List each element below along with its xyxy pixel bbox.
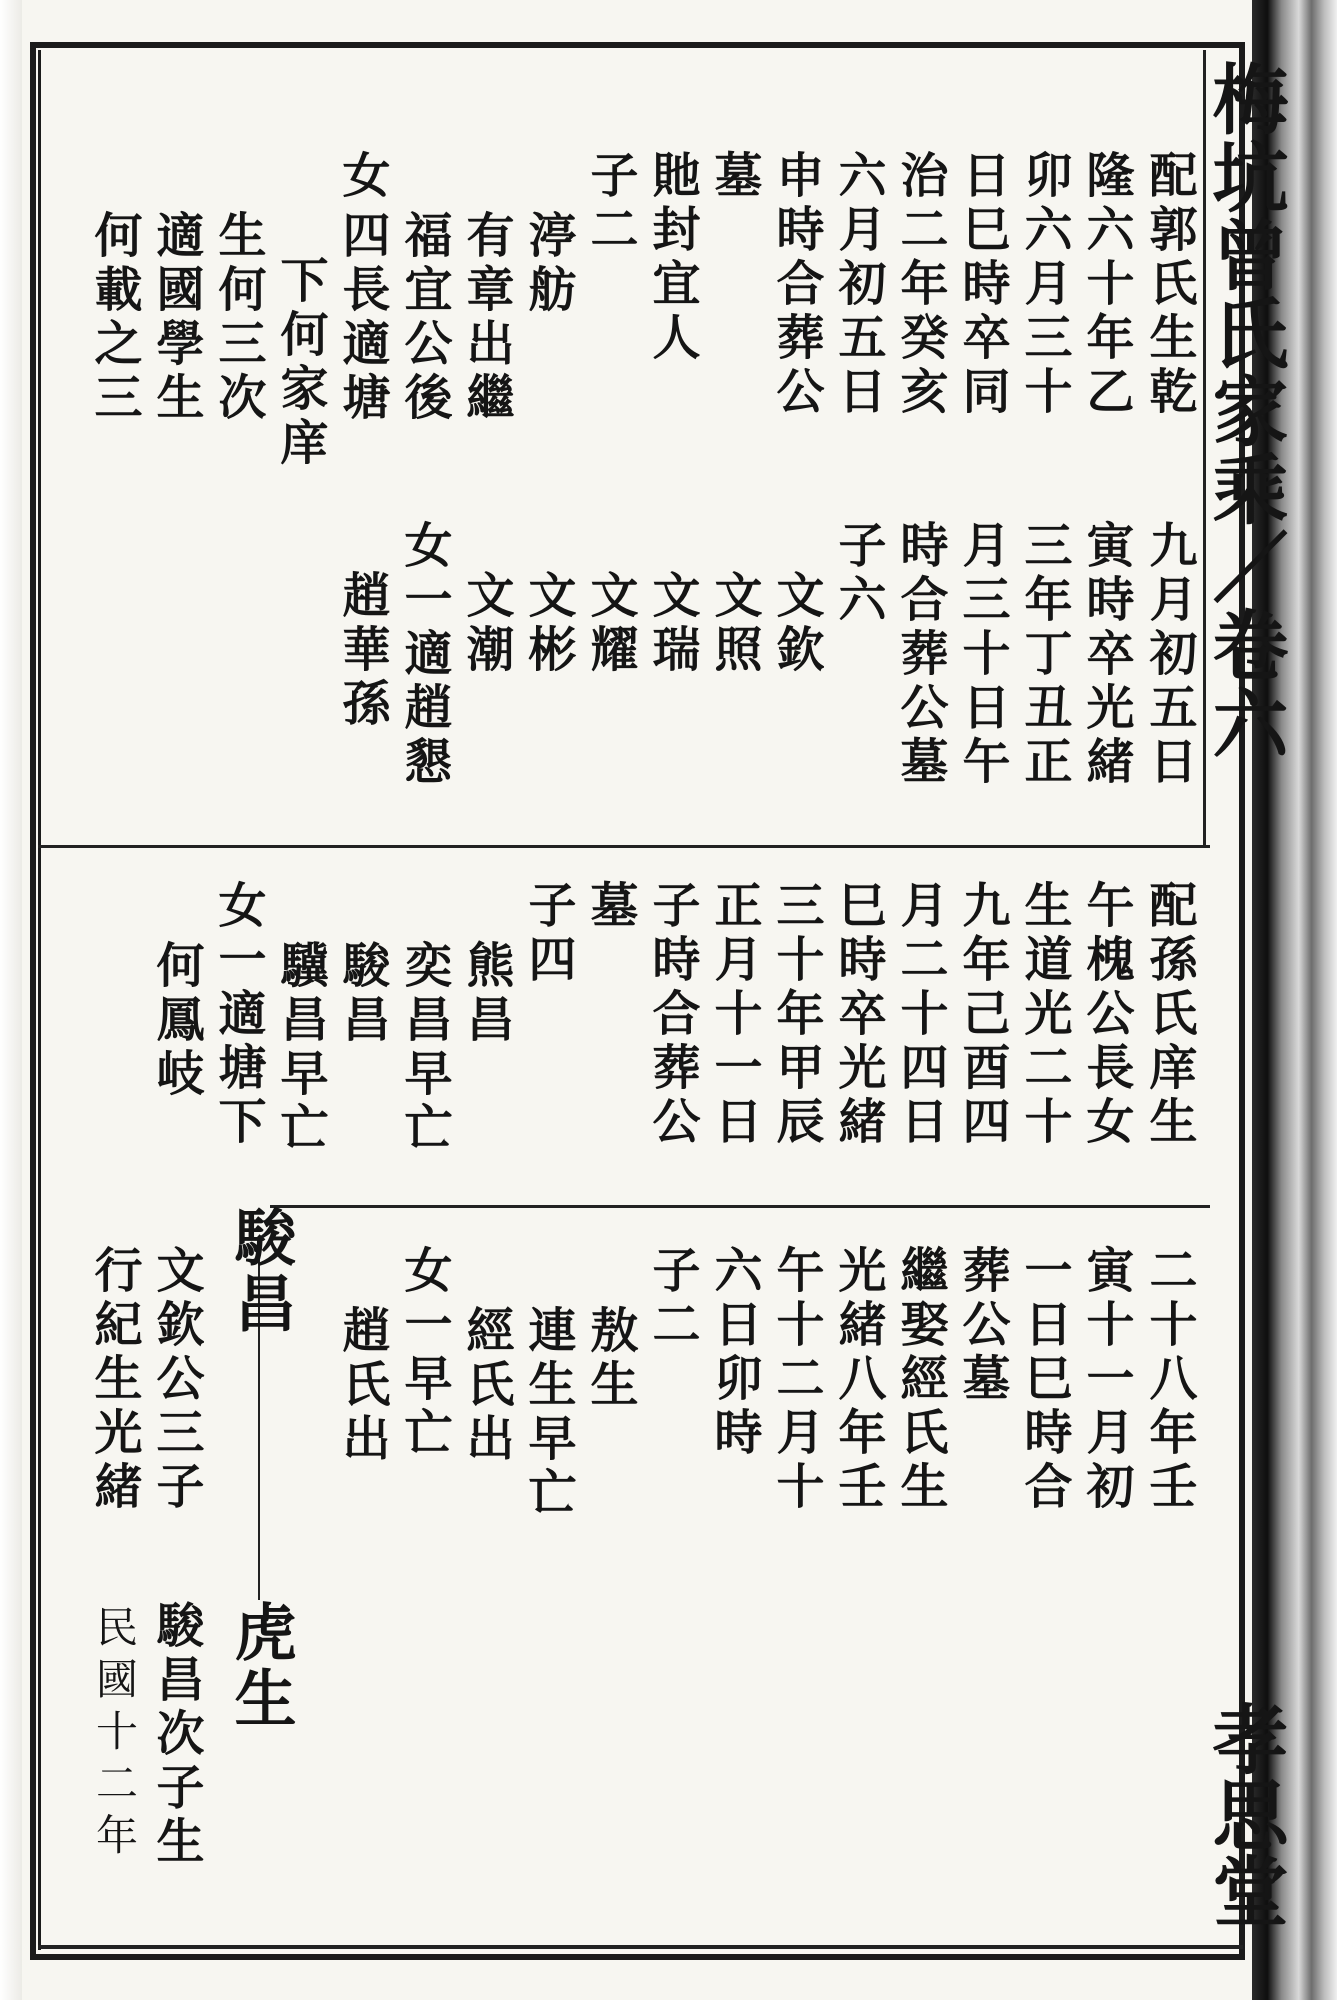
hall-name: 孝思堂	[1200, 1700, 1289, 1928]
text-column: 文欽公三子	[148, 1245, 204, 1515]
text-column: 日巳時卒同	[954, 150, 1010, 420]
text-column: 午槐公長女	[1078, 880, 1134, 1150]
text-column: 適國學生	[148, 210, 204, 426]
text-column: 墓	[706, 150, 762, 204]
text-column: 巳時卒光緒	[830, 880, 886, 1150]
text-column: 配郭氏生乾	[1141, 150, 1197, 420]
text-column: 女一適塘下	[210, 880, 266, 1150]
frame-inner-line	[38, 50, 41, 1950]
note-column: 駿昌次子生	[148, 1600, 204, 1870]
text-column: 治二年癸亥	[892, 150, 948, 420]
section-divider-1	[38, 845, 1210, 848]
text-column: 趙氏出	[334, 1305, 390, 1467]
text-column: 六日卯時	[706, 1245, 762, 1461]
text-column: 下何家庠	[272, 255, 328, 471]
text-column: 渟舫	[520, 210, 576, 318]
text-column: 隆六十年乙	[1078, 150, 1134, 420]
text-column: 驥昌早亡	[272, 940, 328, 1156]
text-column: 子六	[830, 520, 886, 628]
text-column: 女	[334, 150, 390, 204]
text-column: 子時合葬公	[644, 880, 700, 1150]
text-column: 奕昌早亡	[396, 940, 452, 1156]
text-column: 卯六月三十	[1016, 150, 1072, 420]
text-column: 申時合葬公	[768, 150, 824, 420]
text-column: 文潮	[458, 570, 514, 678]
text-column: 配孫氏庠生	[1141, 880, 1197, 1150]
text-column: 寅時卒光緒	[1078, 520, 1134, 790]
page-edge	[0, 0, 22, 2000]
text-column: 敖生	[582, 1305, 638, 1413]
text-column: 女一適趙懇	[396, 520, 452, 790]
bottom-rule	[38, 1945, 1243, 1949]
text-column: 連生早亡	[520, 1305, 576, 1521]
text-column: 葬公墓	[954, 1245, 1010, 1407]
text-column: 文照	[706, 570, 762, 678]
text-column: 何載之三	[86, 210, 142, 426]
text-column: 繼娶經氏生	[892, 1245, 948, 1515]
text-column: 有章出繼	[458, 210, 514, 426]
text-column: 駿昌	[334, 940, 390, 1048]
book-title: 梅坑曾氏家乘／卷六	[1200, 60, 1289, 762]
text-column: 墓	[582, 880, 638, 934]
text-column: 光緒八年壬	[830, 1245, 886, 1515]
text-column: 熊昌	[458, 940, 514, 1048]
text-column: 二十八年壬	[1141, 1245, 1197, 1515]
text-column: 六月初五日	[830, 150, 886, 420]
text-column: 文欽	[768, 570, 824, 678]
text-column: 四長適塘	[334, 210, 390, 426]
text-column: 時合葬公墓	[892, 520, 948, 790]
text-column: 生道光二十	[1016, 880, 1072, 1150]
note-date: 民國十二年	[90, 1605, 139, 1865]
text-column: 子二	[644, 1245, 700, 1353]
text-column: 文彬	[520, 570, 576, 678]
text-column: 寅十一月初	[1078, 1245, 1134, 1515]
text-column: 行紀生光緒	[86, 1245, 142, 1515]
text-column: 何鳳岐	[148, 940, 204, 1102]
text-column: 三年丁丑正	[1016, 520, 1072, 790]
text-column: 貤封宜人	[644, 150, 700, 366]
text-column: 女一早亡	[396, 1245, 452, 1461]
text-column: 福宜公後	[396, 210, 452, 426]
heir-name: 駿昌	[224, 1205, 297, 1337]
heir-child-name: 虎生	[224, 1600, 297, 1732]
text-column: 正月十一日	[706, 880, 762, 1150]
text-column: 文耀	[582, 570, 638, 678]
text-column: 子四	[520, 880, 576, 988]
text-column: 生何三次	[210, 210, 266, 426]
text-column: 一日巳時合	[1016, 1245, 1072, 1515]
text-column: 九年己酉四	[954, 880, 1010, 1150]
text-column: 午十二月十	[768, 1245, 824, 1515]
text-column: 經氏出	[458, 1305, 514, 1467]
text-column: 趙華孫	[334, 570, 390, 732]
text-column: 月三十日午	[954, 520, 1010, 790]
section-divider-2	[270, 1205, 1210, 1208]
text-column: 文瑞	[644, 570, 700, 678]
text-column: 月二十四日	[892, 880, 948, 1150]
text-column: 子二	[582, 150, 638, 258]
text-column: 三十年甲辰	[768, 880, 824, 1150]
text-column: 九月初五日	[1141, 520, 1197, 790]
